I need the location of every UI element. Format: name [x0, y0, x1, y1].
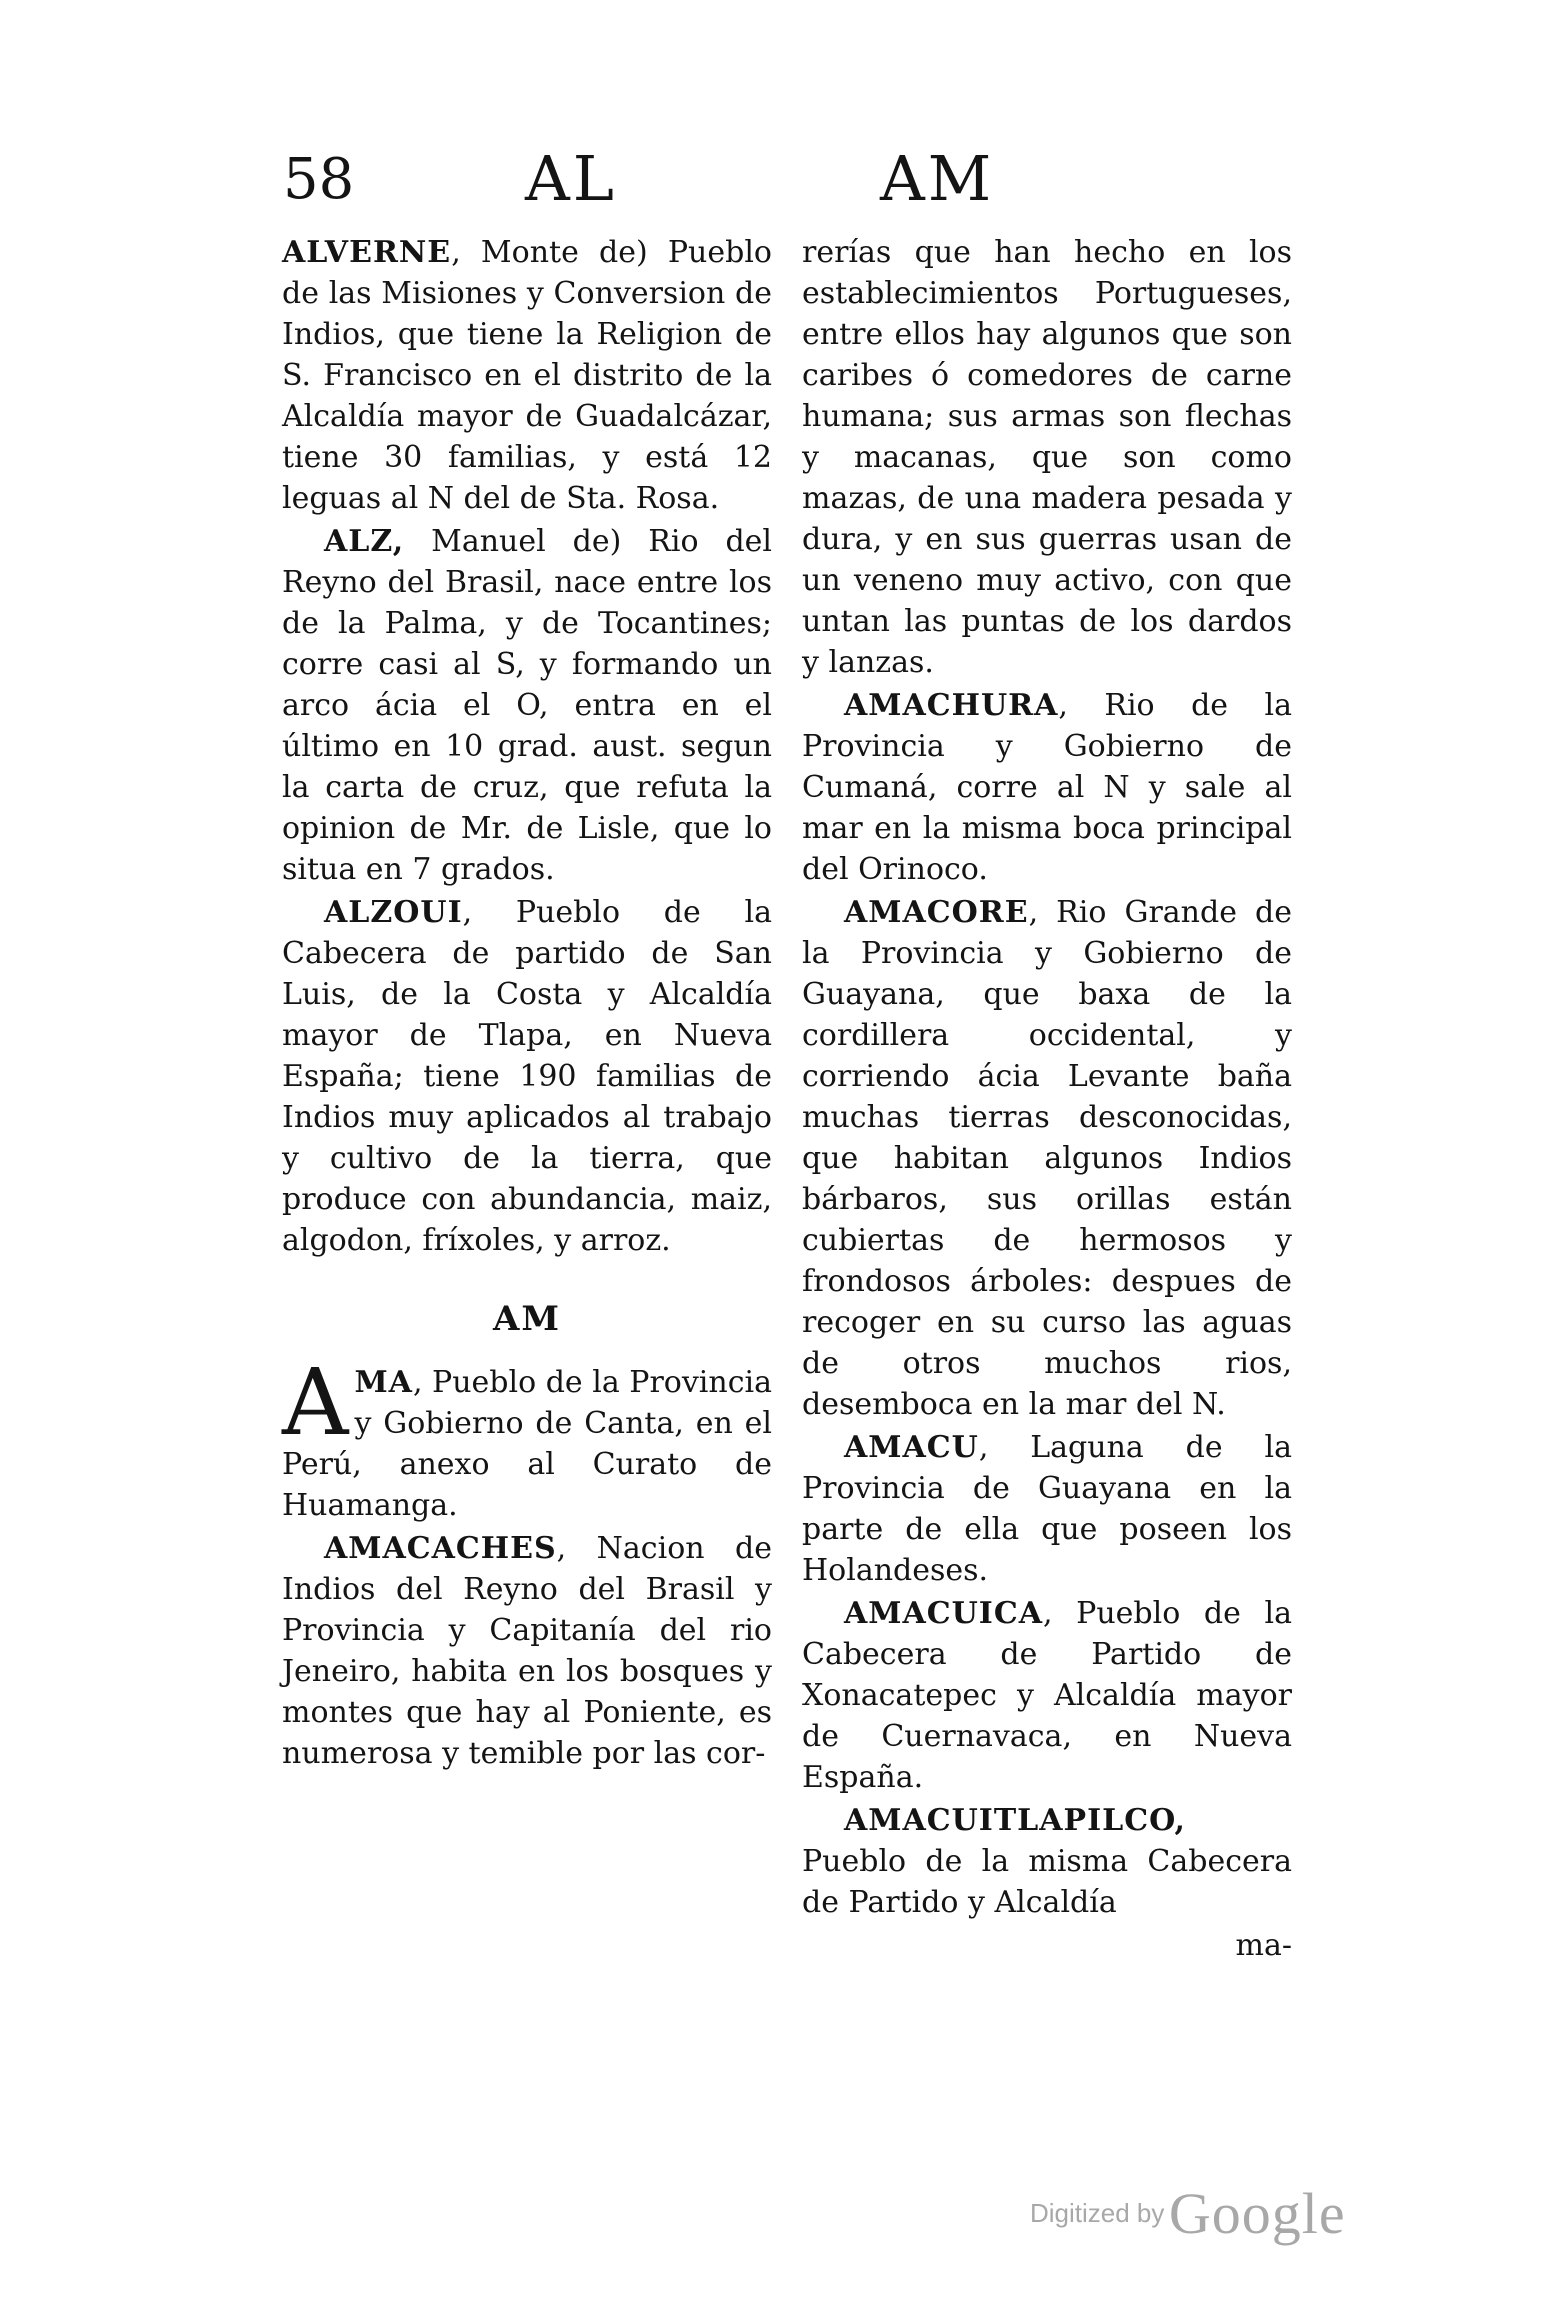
headword: AMACUITLAPILCO, [844, 1803, 1186, 1838]
entry-text: Pueblo de la misma Cabecera de Partido y Alcaldía [802, 1844, 1292, 1920]
entry-alverne [282, 232, 772, 519]
entry-text: , Pueblo de la Cabecera de Partido de Xonacatepec y Alcaldía mayor de Cuernavaca, en Nueva España. [802, 1596, 1292, 1795]
headword: ALZ, [324, 524, 405, 559]
drop-cap: A [282, 1349, 349, 1456]
running-head-right: AM [880, 142, 995, 215]
entry-text: , Pueblo de la Cabecera de partido de San Luis, de la Costa y Alcaldía mayor de Tlapa, en Nueva España; tiene 190 familias de Indios muy aplicados al trabajo y cultivo de la tierra, que produce con abundancia, maiz, algodon, fríxoles, y arroz. [282, 895, 772, 1258]
headword: AMACUICA [844, 1596, 1043, 1631]
digitized-watermark [1030, 2180, 1346, 2247]
entry-amacuica [802, 1593, 1292, 1798]
entry-amacore [802, 892, 1292, 1425]
headword: AMACACHES [324, 1531, 557, 1566]
catchword: ma- [1235, 1928, 1292, 1963]
entry-text: , Monte de) Pueblo de las Misiones y Conversion de Indios, que tiene la Religion de S. Francisco en el distrito de la Alcaldía mayor de Guadalcázar, tiene 30 familias, y está 12 leguas al N del de Sta. Rosa. [282, 235, 772, 516]
watermark-prefix: Digitized by [1030, 2198, 1165, 2228]
entry-alzoui [282, 892, 772, 1261]
headword: AMACU [844, 1430, 979, 1465]
entry-text: , Laguna de la Provincia de Guayana en la parte de ella que poseen los Holandeses. [802, 1430, 1292, 1588]
right-column [802, 232, 1292, 1966]
entry-ama [282, 1349, 772, 1526]
google-logo-text: Google [1168, 2181, 1346, 2246]
headword: AMACHURA [844, 688, 1059, 723]
entry-text: , Rio de la Provincia y Gobierno de Cumaná, corre al N y sale al mar en la misma boca principal del Orinoco. [802, 688, 1292, 887]
running-head-left: AL [525, 142, 617, 215]
entry-text: , Nacion de Indios del Reyno del Brasil y Provincia y Capitanía del rio Jeneiro, habita en los bosques y montes que hay al Poniente, es numerosa y temible por las cor- [282, 1531, 772, 1771]
entry-continuation: rerías que han hecho en los establecimientos Portugueses, entre ellos hay algunos que son caribes ó comedores de carne humana; sus armas son flechas y macanas, que son como mazas, de una madera pesada y dura, y en sus guerras usan de un veneno muy activo, con que untan las puntas de los dardos y lanzas. [802, 235, 1292, 680]
entry-amacu [802, 1427, 1292, 1591]
entry-amacuitlapilco [802, 1800, 1292, 1923]
headword: ALZOUI [324, 895, 463, 930]
headword: ALVERNE [282, 235, 452, 270]
headword: AMACORE [844, 895, 1029, 930]
section-heading: AM [492, 1299, 561, 1339]
entry-text: , Rio Grande de la Provincia y Gobierno de Guayana, que baxa de la cordillera occidental, y corriendo ácia Levante baña muchas tierras desconocidas, que habitan algunos Indios bárbaros, sus orillas están cubiertas de hermosos y frondosos árboles: despues de recoger en su curso las aguas de otros muchos rios, desemboca en la mar del N. [802, 895, 1292, 1422]
entry-amacaches [282, 1528, 772, 1774]
entry-alz [282, 521, 772, 890]
entry-text: Manuel de) Rio del Reyno del Brasil, nace entre los de la Palma, y de Tocantines; corre casi al S, y formando un arco ácia el O, entra en el último en 10 grad. aust. segun la carta de cruz, que refuta la opinion de Mr. de Lisle, que lo situa en 7 grados. [282, 524, 772, 887]
left-column [282, 232, 772, 1776]
headword: MA [354, 1365, 413, 1400]
entry-amachura [802, 685, 1292, 890]
page-number: 58 [283, 147, 355, 212]
entry-text: , Pueblo de la Provincia y Gobierno de Canta, en el Perú, anexo al Curato de Huamanga. [282, 1365, 772, 1523]
